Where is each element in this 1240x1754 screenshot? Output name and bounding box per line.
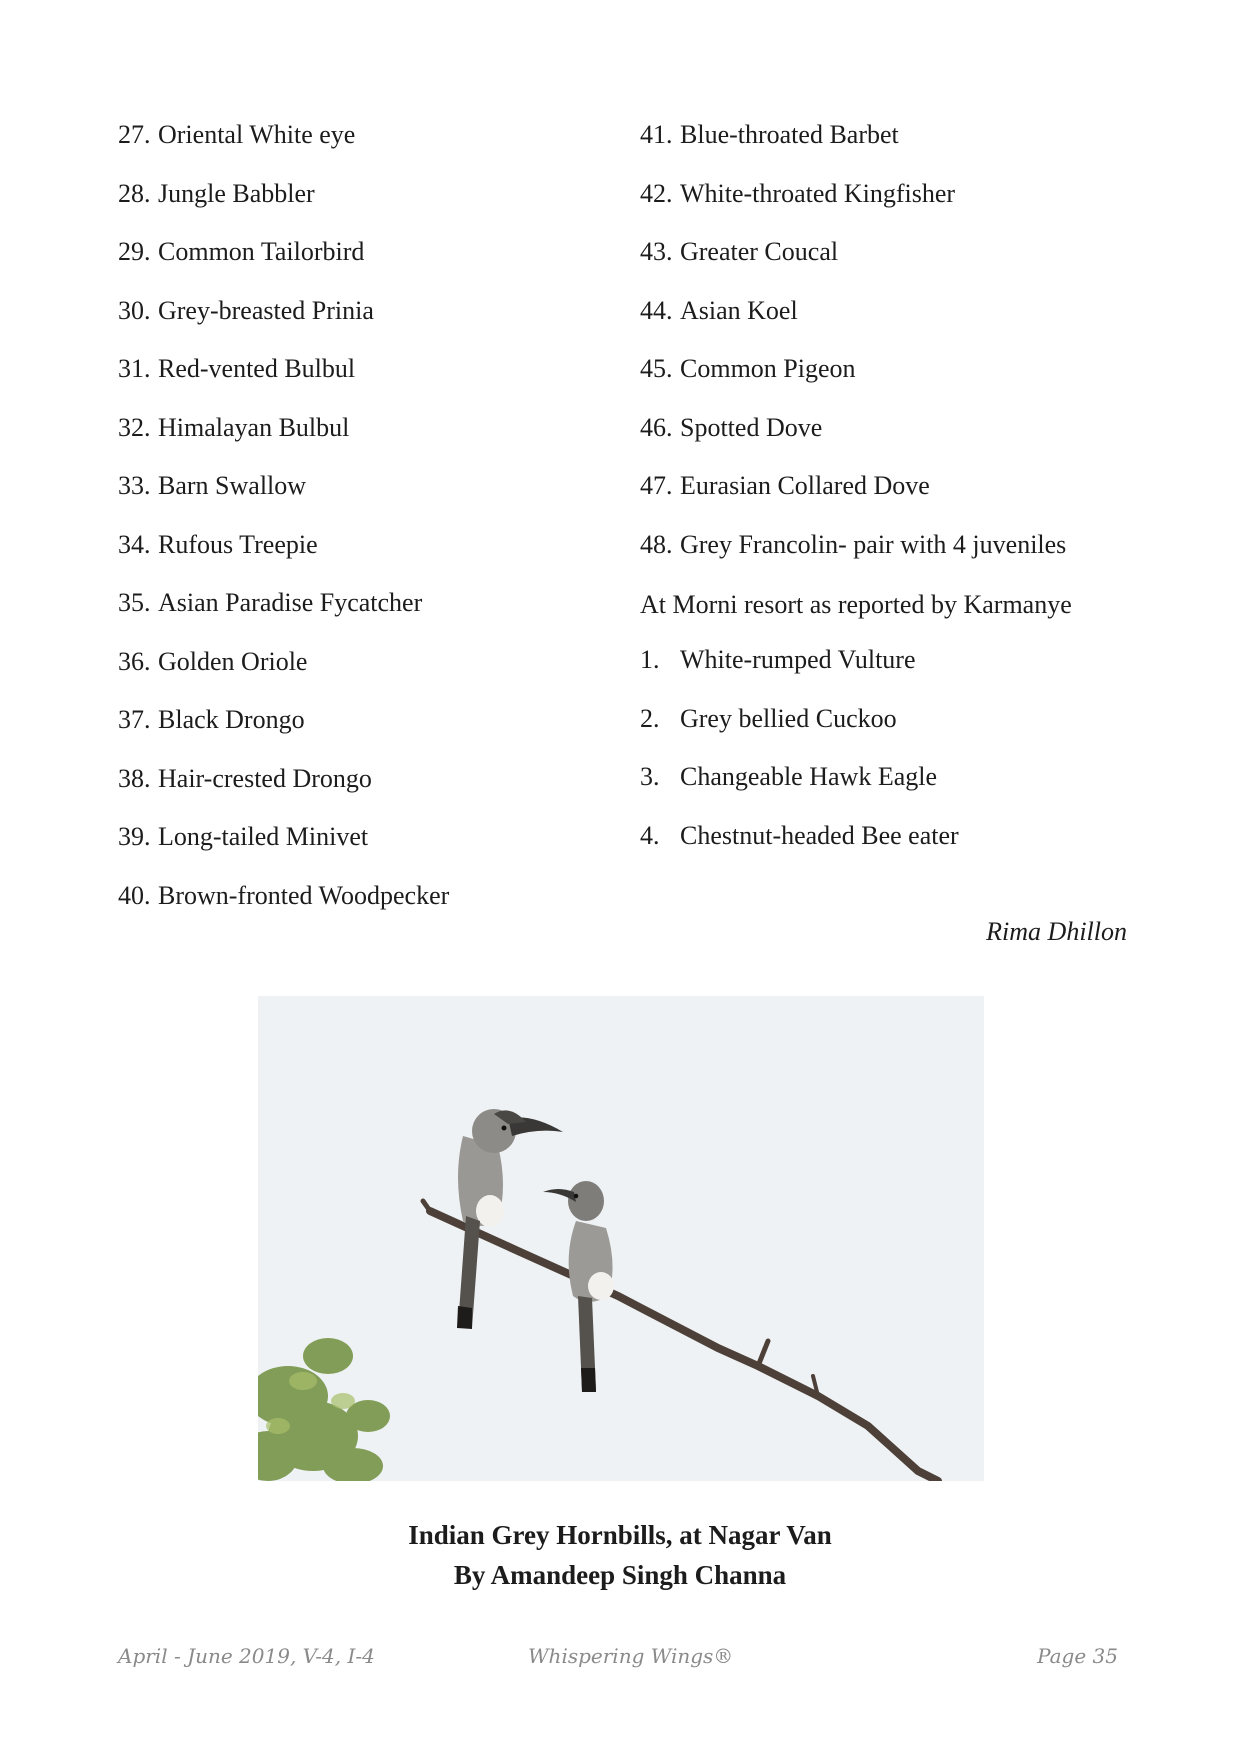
caption-title: Indian Grey Hornbills, at Nagar Van bbox=[408, 1520, 832, 1550]
footer-page-number: Page 35 bbox=[1037, 1644, 1118, 1668]
list-item: 29. Common Tailorbird bbox=[118, 237, 365, 266]
list-item: 3. Changeable Hawk Eagle bbox=[640, 762, 938, 791]
list-item: 43. Greater Coucal bbox=[640, 237, 839, 266]
list-item: 28. Jungle Babbler bbox=[118, 178, 315, 208]
list-item: 2. Grey bellied Cuckoo bbox=[640, 703, 897, 733]
list-item: 44. Asian Koel bbox=[640, 295, 798, 325]
photo-caption bbox=[0, 1515, 1240, 1595]
list-item: 47. Eurasian Collared Dove bbox=[640, 471, 930, 500]
footer-issue: April - June 2019, V-4, I-4 bbox=[118, 1644, 375, 1668]
hornbill-illustration bbox=[258, 996, 984, 1481]
morni-resort-note: At Morni resort as reported by Karmanye bbox=[640, 590, 1072, 619]
list-item: 46. Spotted Dove bbox=[640, 412, 823, 442]
bird-list-right bbox=[640, 118, 1145, 877]
list-item: 4. Chestnut-headed Bee eater bbox=[640, 820, 959, 850]
list-item: 37. Black Drongo bbox=[118, 705, 305, 734]
list-item: 30. Grey-breasted Prinia bbox=[118, 295, 374, 325]
list-item: 31. Red-vented Bulbul bbox=[118, 354, 356, 383]
list-item: 40. Brown-fronted Woodpecker bbox=[118, 880, 450, 910]
list-item: 41. Blue-throated Barbet bbox=[640, 120, 899, 149]
list-item: 38. Hair-crested Drongo bbox=[118, 763, 372, 793]
caption-credit: By Amandeep Singh Channa bbox=[453, 1560, 787, 1590]
list-item: 36. Golden Oriole bbox=[118, 646, 308, 676]
list-item: 39. Long-tailed Minivet bbox=[118, 822, 369, 851]
bird-list-left bbox=[118, 118, 618, 937]
list-item: 1. White-rumped Vulture bbox=[640, 645, 916, 674]
list-item: 48. Grey Francolin- pair with 4 juveniles bbox=[640, 529, 1067, 559]
footer-publication: Whispering Wings® bbox=[528, 1644, 734, 1668]
list-item: 35. Asian Paradise Fycatcher bbox=[118, 588, 423, 617]
list-item: 27. Oriental White eye bbox=[118, 120, 356, 149]
list-item: 32. Himalayan Bulbul bbox=[118, 412, 350, 442]
author-byline: Rima Dhillon bbox=[986, 917, 1127, 946]
page-footer bbox=[118, 1644, 1118, 1674]
list-item: 45. Common Pigeon bbox=[640, 354, 856, 383]
hornbill-photo bbox=[258, 996, 984, 1481]
list-item: 34. Rufous Treepie bbox=[118, 529, 318, 559]
list-item: 33. Barn Swallow bbox=[118, 471, 307, 500]
list-item: 42. White-throated Kingfisher bbox=[640, 178, 956, 208]
